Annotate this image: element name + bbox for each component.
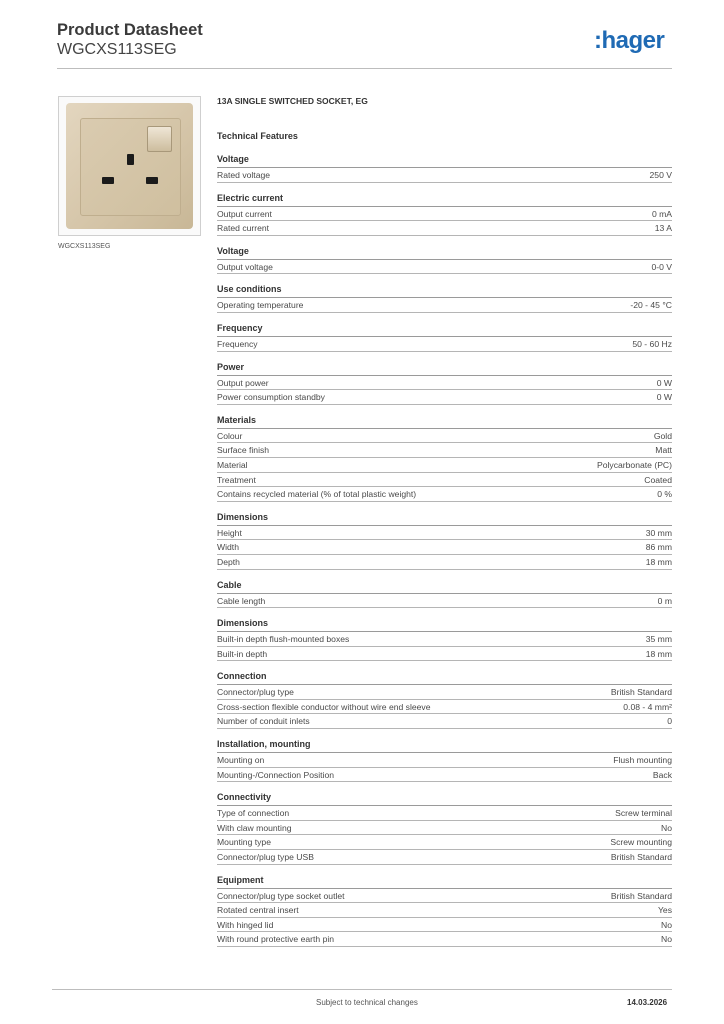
section-heading: Cable <box>217 580 672 594</box>
spec-label: Mounting on <box>217 755 265 766</box>
spec-row <box>217 753 672 768</box>
spec-section <box>217 415 672 502</box>
spec-label: Mounting-/Connection Position <box>217 769 335 780</box>
spec-value: 35 mm <box>645 634 672 645</box>
section-heading: Installation, mounting <box>217 739 672 753</box>
spec-row <box>217 768 672 783</box>
spec-value: 0 mA <box>651 208 672 219</box>
footer-divider <box>52 989 672 990</box>
spec-label: Connector/plug type <box>217 687 294 698</box>
spec-label: Height <box>217 527 242 538</box>
spec-label: Colour <box>217 430 243 441</box>
hager-logo: :hager <box>594 27 665 54</box>
section-heading: Connectivity <box>217 792 672 806</box>
spec-value: 0.08 - 4 mm² <box>623 701 672 712</box>
spec-value: 0 W <box>656 392 672 403</box>
spec-label: Material <box>217 459 248 470</box>
spec-row <box>217 429 672 444</box>
spec-value: Gold <box>653 430 672 441</box>
product-image <box>58 96 201 236</box>
spec-value: 0 m <box>657 595 672 606</box>
section-heading: Voltage <box>217 154 672 168</box>
spec-row <box>217 632 672 647</box>
image-caption: WGCXS113SEG <box>58 243 111 250</box>
spec-row <box>217 685 672 700</box>
spec-row <box>217 168 672 183</box>
spec-row <box>217 540 672 555</box>
spec-label: Built-in depth <box>217 648 268 659</box>
spec-section <box>217 284 672 313</box>
spec-value: 0 W <box>656 377 672 388</box>
spec-label: Connector/plug type socket outlet <box>217 890 345 901</box>
spec-section <box>217 580 672 609</box>
socket-face <box>80 118 181 216</box>
spec-value: British Standard <box>610 687 672 698</box>
spec-label: Cross-section flexible conductor without wire end sleeve <box>217 701 431 712</box>
spec-label: Depth <box>217 556 240 567</box>
spec-section <box>217 362 672 405</box>
spec-row <box>217 932 672 947</box>
spec-label: Width <box>217 542 239 553</box>
spec-value: 250 V <box>649 170 672 180</box>
section-heading: Use conditions <box>217 284 672 298</box>
section-heading: Dimensions <box>217 512 672 526</box>
spec-row <box>217 806 672 821</box>
spec-value: Polycarbonate (PC) <box>597 459 672 470</box>
spec-value: 13 A <box>654 223 672 234</box>
spec-value: Screw mounting <box>610 837 672 848</box>
spec-row <box>217 700 672 715</box>
spec-section <box>217 875 672 947</box>
spec-content <box>217 92 672 957</box>
spec-value: -20 - 45 °C <box>630 300 672 311</box>
spec-row <box>217 390 672 405</box>
spec-row <box>217 443 672 458</box>
spec-value: 0 <box>667 716 672 727</box>
spec-row <box>217 473 672 488</box>
spec-row <box>217 850 672 865</box>
spec-row <box>217 903 672 918</box>
spec-row <box>217 337 672 352</box>
section-heading: Materials <box>217 415 672 429</box>
footer-date: 14.03.2026 <box>627 998 668 1007</box>
spec-value: 0-0 V <box>651 261 672 272</box>
spec-row <box>217 458 672 473</box>
spec-value: 30 mm <box>645 527 672 538</box>
rocker-switch <box>147 126 172 152</box>
spec-label: Rated voltage <box>217 170 271 180</box>
section-heading: Frequency <box>217 323 672 337</box>
spec-value: British Standard <box>610 890 672 901</box>
spec-row <box>217 714 672 729</box>
spec-row <box>217 835 672 850</box>
spec-row <box>217 526 672 541</box>
spec-section <box>217 618 672 661</box>
spec-section <box>217 323 672 352</box>
spec-row <box>217 376 672 391</box>
socket-plate <box>66 103 193 229</box>
section-heading: Dimensions <box>217 618 672 632</box>
spec-row <box>217 594 672 609</box>
spec-value: Matt <box>655 445 672 456</box>
section-heading: Electric current <box>217 193 672 207</box>
spec-section <box>217 193 672 236</box>
spec-label: Built-in depth flush-mounted boxes <box>217 634 350 645</box>
spec-label: Connector/plug type USB <box>217 852 314 863</box>
spec-label: Frequency <box>217 338 258 349</box>
spec-label: Contains recycled material (% of total plastic weight) <box>217 489 417 500</box>
spec-section <box>217 246 672 275</box>
spec-label: Cable length <box>217 595 266 606</box>
spec-row <box>217 207 672 222</box>
spec-section <box>217 739 672 782</box>
footer-note: Subject to technical changes <box>316 998 418 1007</box>
spec-label: With hinged lid <box>217 919 274 930</box>
spec-label: Output power <box>217 377 269 388</box>
page-title: Product Datasheet <box>57 21 203 39</box>
spec-value: 86 mm <box>645 542 672 553</box>
section-heading: Connection <box>217 671 672 685</box>
spec-label: Rated current <box>217 223 270 234</box>
section-heading: Voltage <box>217 246 672 260</box>
technical-features-heading: Technical Features <box>217 131 298 141</box>
spec-label: Type of connection <box>217 808 290 819</box>
spec-sections <box>217 154 672 947</box>
spec-row <box>217 221 672 236</box>
earth-pin-slot <box>127 154 134 165</box>
spec-value: Screw terminal <box>615 808 672 819</box>
spec-section <box>217 154 672 183</box>
spec-row <box>217 555 672 570</box>
spec-value: 18 mm <box>645 648 672 659</box>
spec-value: No <box>661 919 672 930</box>
spec-label: Output voltage <box>217 261 273 272</box>
spec-label: Operating temperature <box>217 300 304 311</box>
product-title: 13A SINGLE SWITCHED SOCKET, EG <box>217 96 368 106</box>
live-pin-slot <box>102 177 114 184</box>
spec-value: No <box>661 934 672 945</box>
spec-row <box>217 918 672 933</box>
spec-value: Yes <box>657 905 672 916</box>
spec-value: British Standard <box>610 852 672 863</box>
spec-label: With claw mounting <box>217 822 292 833</box>
spec-label: Power consumption standby <box>217 392 325 403</box>
spec-label: With round protective earth pin <box>217 934 335 945</box>
spec-section <box>217 512 672 570</box>
spec-row <box>217 298 672 313</box>
spec-value: Flush mounting <box>613 755 672 766</box>
section-heading: Power <box>217 362 672 376</box>
spec-value: No <box>661 822 672 833</box>
spec-value: Back <box>652 769 672 780</box>
header <box>57 20 203 60</box>
section-heading: Equipment <box>217 875 672 889</box>
spec-row <box>217 889 672 904</box>
spec-row <box>217 260 672 275</box>
neutral-pin-slot <box>146 177 158 184</box>
spec-label: Number of conduit inlets <box>217 716 310 727</box>
spec-label: Output current <box>217 208 272 219</box>
spec-value: Coated <box>644 474 672 485</box>
spec-value: 50 - 60 Hz <box>632 338 672 349</box>
product-code: WGCXS113SEG <box>57 41 177 58</box>
spec-value: 18 mm <box>645 556 672 567</box>
header-divider <box>57 68 672 69</box>
spec-label: Rotated central insert <box>217 905 299 916</box>
spec-row <box>217 821 672 836</box>
spec-row <box>217 487 672 502</box>
spec-label: Mounting type <box>217 837 271 848</box>
spec-row <box>217 647 672 662</box>
spec-value: 0 % <box>657 489 672 500</box>
spec-label: Surface finish <box>217 445 270 456</box>
spec-label: Treatment <box>217 474 256 485</box>
spec-section <box>217 671 672 729</box>
spec-section <box>217 792 672 864</box>
